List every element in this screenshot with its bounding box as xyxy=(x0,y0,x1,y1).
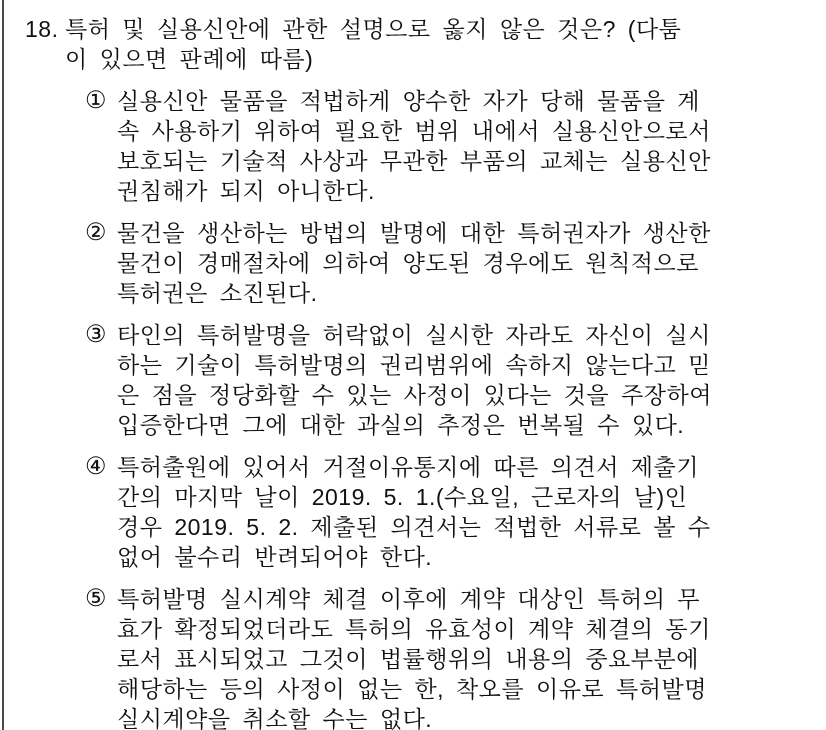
text-line: 효가 확정되었더라도 특허의 유효성이 계약 체결의 동기 xyxy=(117,616,711,642)
text-line: 특허발명 실시계약 체결 이후에 계약 대상인 특허의 무 xyxy=(117,586,701,612)
option-1-marker: ① xyxy=(85,87,108,114)
question-number: 18. xyxy=(25,16,59,42)
option-3-marker: ③ xyxy=(85,321,108,348)
option-4 xyxy=(0,452,826,572)
text-line: 경우 2019. 5. 2. 제출된 의견서는 적법한 서류로 볼 수 xyxy=(117,514,711,540)
column-divider-line xyxy=(2,0,4,730)
option-5 xyxy=(0,584,826,730)
option-2-text xyxy=(117,218,826,308)
text-line: 로서 표시되었고 그것이 법률행위의 내용의 중요부분에 xyxy=(117,646,699,672)
text-line: 물건이 경매절차에 의하여 양도된 경우에도 원칙적으로 xyxy=(117,250,699,276)
option-5-marker: ⑤ xyxy=(85,585,108,612)
option-3-text xyxy=(117,320,826,440)
text-line: 속 사용하기 위하여 필요한 범위 내에서 실용신안으로서 xyxy=(117,118,711,144)
text-line: 보호되는 기술적 사상과 무관한 부품의 교체는 실용신안 xyxy=(117,148,711,174)
option-2-marker: ② xyxy=(85,219,108,246)
text-line: 권침해가 되지 아니한다. xyxy=(117,178,375,204)
text-line: 없어 불수리 반려되어야 한다. xyxy=(117,544,433,570)
text-line: 실시계약을 취소할 수는 없다. xyxy=(117,706,433,730)
option-1 xyxy=(0,86,826,206)
option-2 xyxy=(0,218,826,308)
option-4-marker: ④ xyxy=(85,453,108,480)
text-line: 은 점을 정당화할 수 있는 사정이 있다는 것을 주장하여 xyxy=(117,382,712,408)
text-line: 특허권은 소진된다. xyxy=(117,280,318,306)
text-line: 실용신안 물품을 적법하게 양수한 자가 당해 물품을 계 xyxy=(117,88,701,114)
option-4-text xyxy=(117,452,826,572)
text-line: 간의 마지막 날이 2019. 5. 1.(수요일, 근로자의 날)인 xyxy=(117,484,688,510)
question-text xyxy=(65,14,826,74)
text-line: 해당하는 등의 사정이 없는 한, 착오를 이유로 특허발명 xyxy=(117,676,707,702)
text-line: 이 있으면 판례에 따름) xyxy=(65,46,314,72)
option-3 xyxy=(0,320,826,440)
text-line: 특허출원에 있어서 거절이유통지에 따른 의견서 제출기 xyxy=(117,454,699,480)
option-1-text xyxy=(117,86,826,206)
option-5-text xyxy=(117,584,826,730)
text-line: 입증한다면 그에 대한 과실의 추정은 번복될 수 있다. xyxy=(117,412,685,438)
text-line: 물건을 생산하는 방법의 발명에 대한 특허권자가 생산한 xyxy=(117,220,711,246)
question-row xyxy=(0,14,826,74)
text-line: 타인의 특허발명을 허락없이 실시한 자라도 자신이 실시 xyxy=(117,322,711,348)
text-line: 특허 및 실용신안에 관한 설명으로 옳지 않은 것은? (다툼 xyxy=(65,16,682,42)
text-line: 하는 기술이 특허발명의 권리범위에 속하지 않는다고 믿 xyxy=(117,352,711,378)
